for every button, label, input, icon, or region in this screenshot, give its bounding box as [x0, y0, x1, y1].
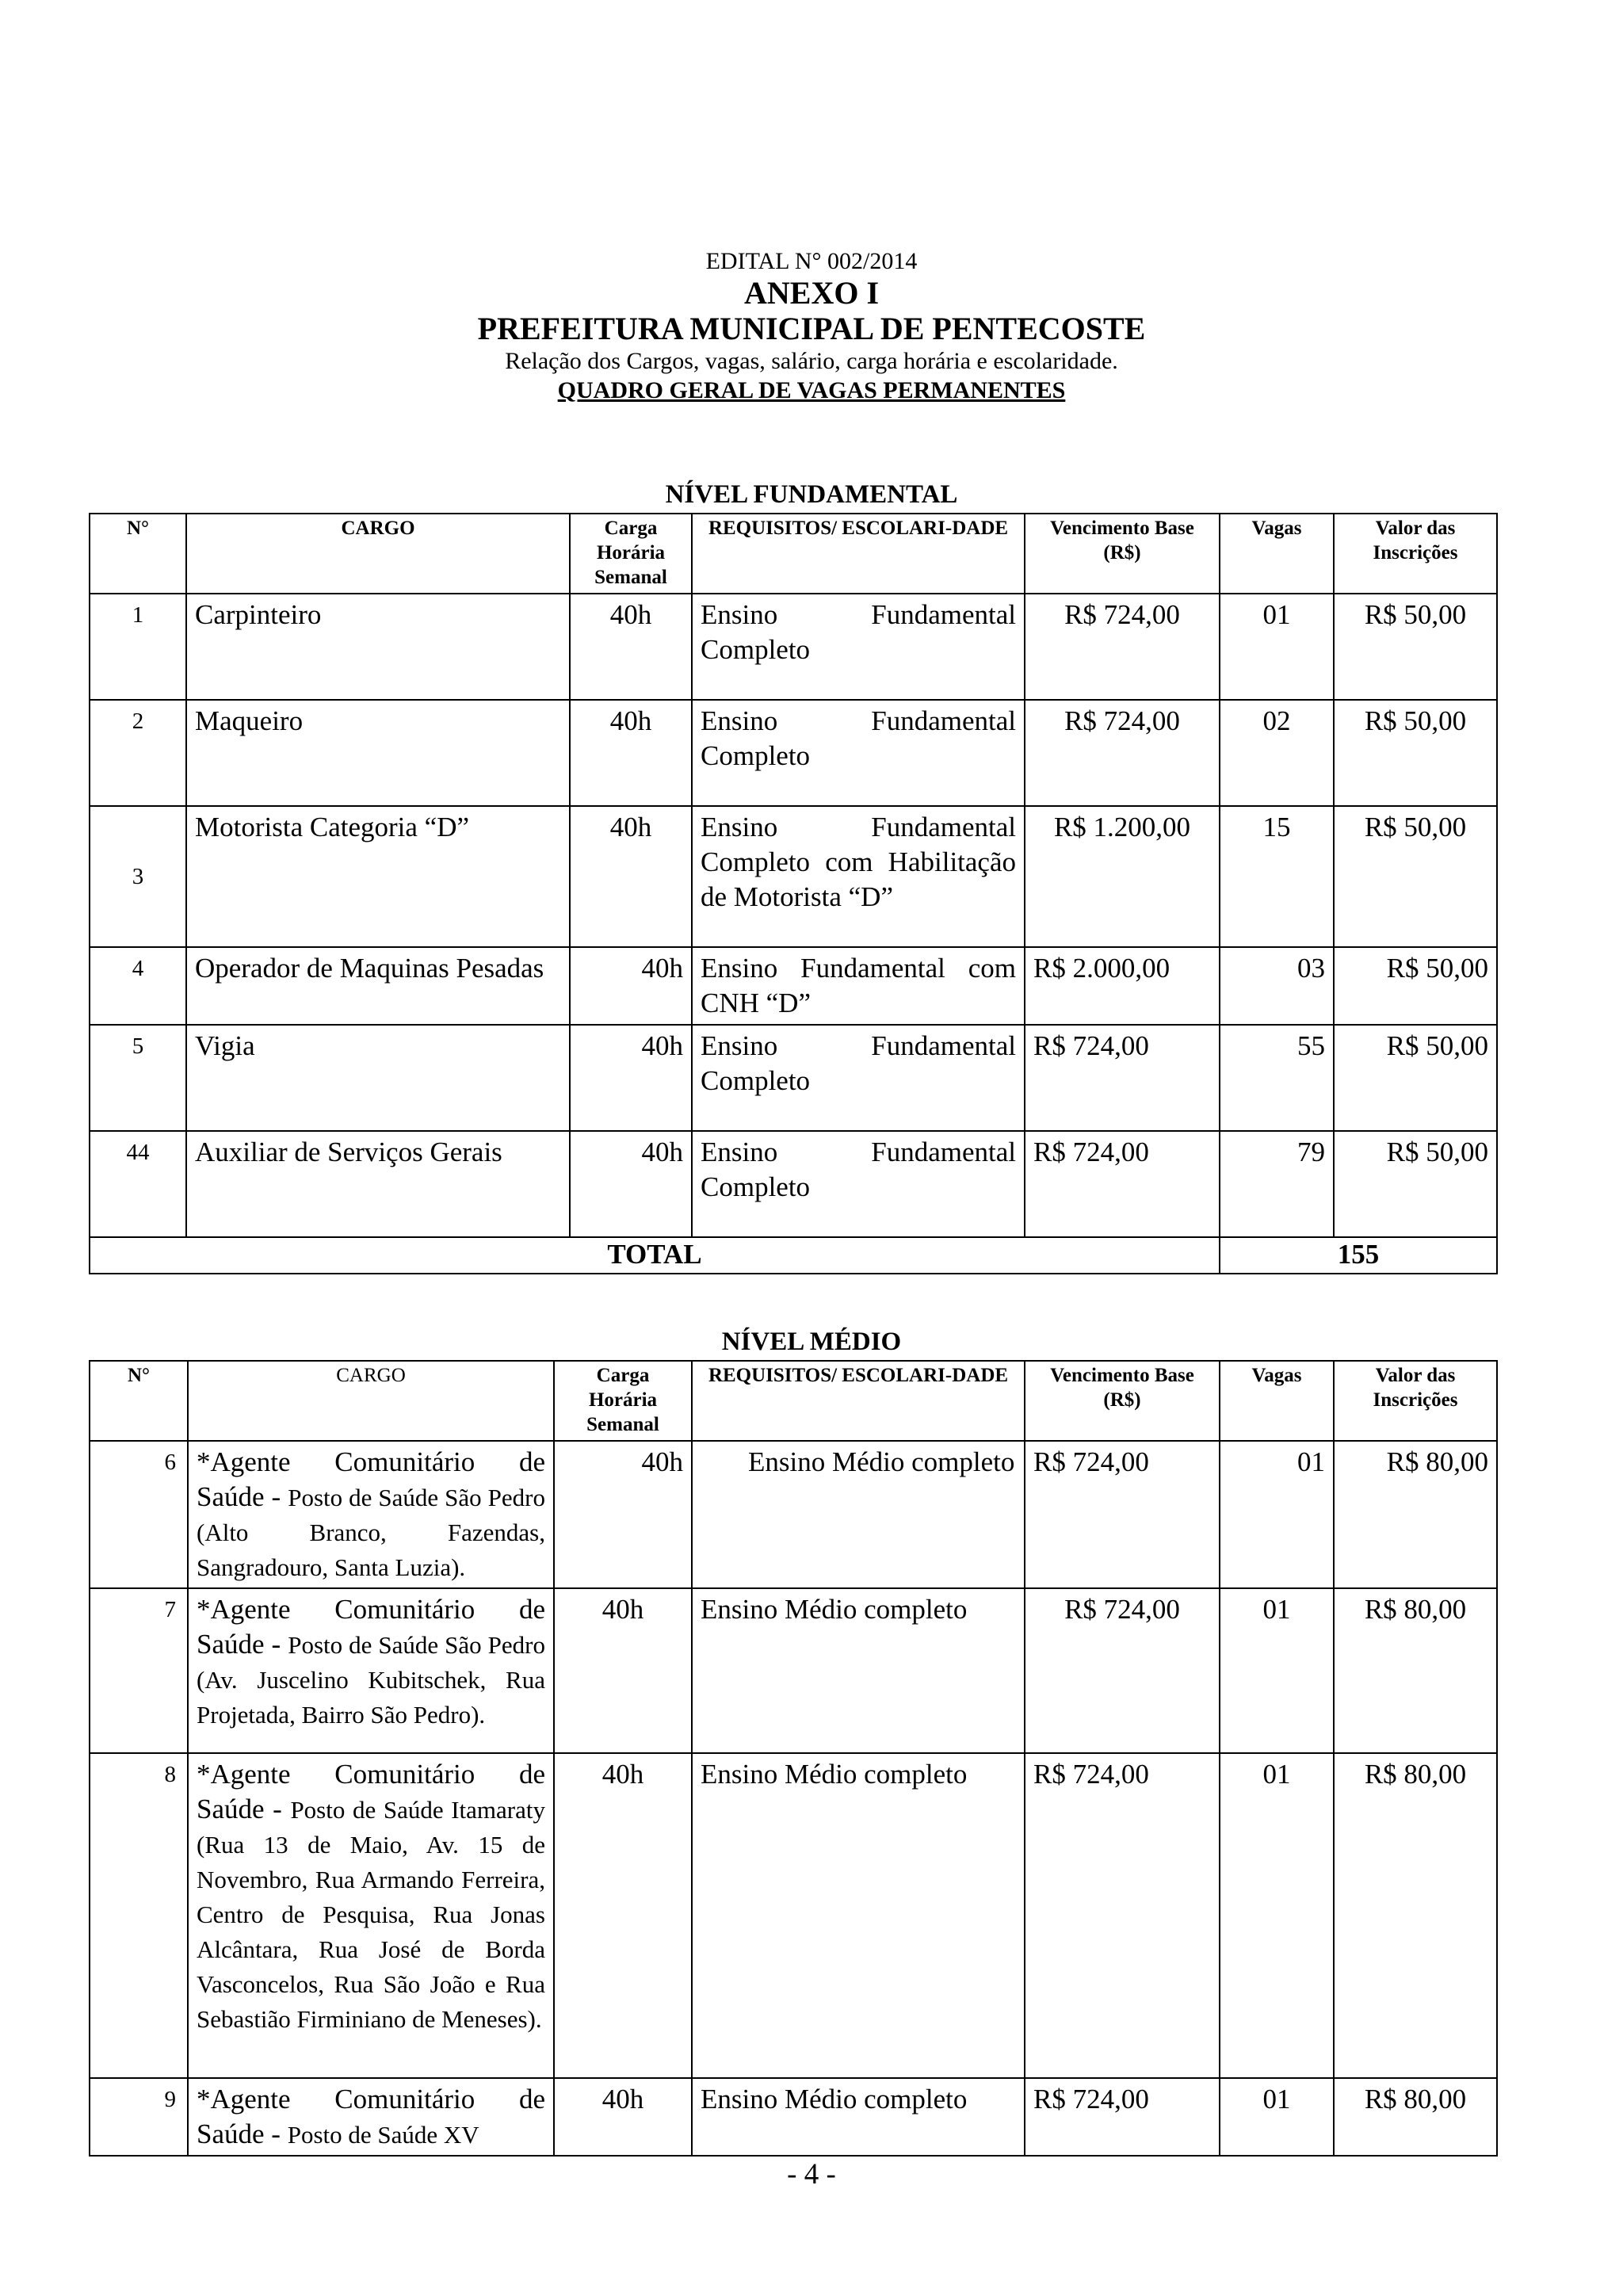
header-carga: Carga Horária Semanal: [554, 1361, 692, 1441]
medio-table: [89, 1360, 1498, 2157]
row-cargo-main: *Agente Comunitário de Saúde -: [197, 2084, 545, 2149]
row-num: 6: [90, 1441, 188, 1588]
total-value: 155: [1220, 1237, 1497, 1274]
row-cargo: Carpinteiro: [186, 594, 570, 700]
row-carga: 40h: [570, 594, 692, 700]
row-cargo-detail: Posto de Saúde XV: [287, 2121, 479, 2149]
row-vencimento: R$ 1.200,00: [1025, 806, 1220, 947]
row-vagas: 01: [1220, 1753, 1334, 2078]
row-carga: 40h: [570, 806, 692, 947]
row-requisitos: Ensino Fundamental Completo: [692, 1131, 1025, 1237]
row-cargo-detail: Posto de Saúde Itamaraty (Rua 13 de Maio, Av. 15 de Novembro, Rua Armando Ferreira, Centro de Pesquisa, Rua Jonas Alcântara, Rua José de Borda Vasconcelos, Rua São João e Rua Sebastião Firminiano de Meneses).: [197, 1796, 545, 2033]
header-cargo: CARGO: [186, 514, 570, 594]
table-row: [90, 947, 1497, 1025]
row-vagas: 15: [1220, 806, 1334, 947]
row-cargo: [188, 1753, 554, 2078]
row-cargo: Maqueiro: [186, 700, 570, 806]
row-vencimento: R$ 724,00: [1025, 2078, 1220, 2156]
row-valor: R$ 80,00: [1334, 2078, 1497, 2156]
row-vagas: 01: [1220, 594, 1334, 700]
row-vagas: 02: [1220, 700, 1334, 806]
row-cargo: [188, 2078, 554, 2156]
row-num: 9: [90, 2078, 188, 2156]
table-row: [90, 1588, 1497, 1753]
row-valor: R$ 50,00: [1334, 594, 1497, 700]
row-requisitos: Ensino Médio completo: [692, 1441, 1025, 1588]
row-valor: R$ 80,00: [1334, 1588, 1497, 1753]
row-num: 4: [90, 947, 186, 1025]
row-cargo-detail: Posto de Saúde São Pedro (Av. Juscelino Kubitschek, Rua Projetada, Bairro São Pedro).: [197, 1631, 545, 1729]
row-cargo: [188, 1441, 554, 1588]
row-vagas: 03: [1220, 947, 1334, 1025]
total-row: [90, 1237, 1497, 1274]
row-cargo: [188, 1588, 554, 1753]
header-requisitos: REQUISITOS/ ESCOLARI-DADE: [692, 514, 1025, 594]
header-cargo: CARGO: [188, 1361, 554, 1441]
fundamental-title: NÍVEL FUNDAMENTAL: [665, 480, 958, 509]
header-carga: Carga Horária Semanal: [570, 514, 692, 594]
row-num: 5: [90, 1025, 186, 1131]
row-vagas: 01: [1220, 1588, 1334, 1753]
edital-number: EDITAL N° 002/2014: [705, 248, 918, 274]
row-vencimento: R$ 724,00: [1025, 594, 1220, 700]
row-cargo: Vigia: [186, 1025, 570, 1131]
row-carga: 40h: [570, 1131, 692, 1237]
fundamental-table: [89, 513, 1498, 1274]
row-valor: R$ 50,00: [1334, 1025, 1497, 1131]
row-vencimento: R$ 724,00: [1025, 700, 1220, 806]
table-row: [90, 2078, 1497, 2156]
total-label: TOTAL: [90, 1237, 1220, 1274]
table-header-row: [90, 1361, 1497, 1441]
table-row: [90, 1131, 1497, 1237]
row-valor: R$ 80,00: [1334, 1753, 1497, 2078]
prefecture-title: PREFEITURA MUNICIPAL DE PENTECOSTE: [477, 311, 1146, 346]
header-vagas: Vagas: [1220, 1361, 1334, 1441]
header-requisitos: REQUISITOS/ ESCOLARI-DADE: [692, 1361, 1025, 1441]
row-requisitos: Ensino Médio completo: [692, 2078, 1025, 2156]
row-num: 1: [90, 594, 186, 700]
row-requisitos: Ensino Fundamental Completo com Habilitação de Motorista “D”: [692, 806, 1025, 947]
section-heading: QUADRO GERAL DE VAGAS PERMANENTES: [557, 377, 1066, 403]
row-vencimento: R$ 724,00: [1025, 1588, 1220, 1753]
header-vagas: Vagas: [1220, 514, 1334, 594]
row-requisitos: Ensino Fundamental Completo: [692, 594, 1025, 700]
row-valor: R$ 80,00: [1334, 1441, 1497, 1588]
row-valor: R$ 50,00: [1334, 700, 1497, 806]
row-carga: 40h: [570, 1025, 692, 1131]
row-requisitos: Ensino Fundamental Completo: [692, 1025, 1025, 1131]
row-cargo: Operador de Maquinas Pesadas: [186, 947, 570, 1025]
row-carga: 40h: [554, 1588, 692, 1753]
row-num: 2: [90, 700, 186, 806]
row-vagas: 01: [1220, 1441, 1334, 1588]
header-valor: Valor das Inscrições: [1334, 1361, 1497, 1441]
row-carga: 40h: [554, 1441, 692, 1588]
row-valor: R$ 50,00: [1334, 1131, 1497, 1237]
row-cargo-main: *Agente Comunitário de Saúde -: [197, 1446, 545, 1512]
table-header-row: [90, 514, 1497, 594]
row-requisitos: Ensino Médio completo: [692, 1588, 1025, 1753]
header-vencimento: Vencimento Base (R$): [1025, 1361, 1220, 1441]
annex-title: ANEXO I: [743, 275, 880, 311]
row-vencimento: R$ 724,00: [1025, 1753, 1220, 2078]
row-num: 3: [90, 806, 186, 947]
table-row: [90, 700, 1497, 806]
row-vagas: 55: [1220, 1025, 1334, 1131]
row-vencimento: R$ 724,00: [1025, 1131, 1220, 1237]
header-num: N°: [90, 514, 186, 594]
table-row: [90, 806, 1497, 947]
row-cargo-detail: Posto de Saúde São Pedro (Alto Branco, Fazendas, Sangradouro, Santa Luzia).: [197, 1484, 545, 1581]
row-valor: R$ 50,00: [1334, 806, 1497, 947]
table-row: [90, 1025, 1497, 1131]
row-valor: R$ 50,00: [1334, 947, 1497, 1025]
table-row: [90, 1753, 1497, 2078]
row-num: 7: [90, 1588, 188, 1753]
header-num: N°: [90, 1361, 188, 1441]
table-row: [90, 1441, 1497, 1588]
row-cargo-main: *Agente Comunitário de Saúde -: [197, 1759, 545, 1824]
table-row: [90, 594, 1497, 700]
row-requisitos: Ensino Fundamental com CNH “D”: [692, 947, 1025, 1025]
row-carga: 40h: [570, 947, 692, 1025]
row-cargo-main: *Agente Comunitário de Saúde -: [197, 1594, 545, 1660]
row-vencimento: R$ 724,00: [1025, 1025, 1220, 1131]
row-vencimento: R$ 724,00: [1025, 1441, 1220, 1588]
description-line: Relação dos Cargos, vagas, salário, carga horária e escolaridade.: [505, 348, 1118, 374]
row-carga: 40h: [554, 2078, 692, 2156]
row-vagas: 01: [1220, 2078, 1334, 2156]
page-number: - 4 -: [787, 2158, 836, 2191]
row-requisitos: Ensino Médio completo: [692, 1753, 1025, 2078]
row-vagas: 79: [1220, 1131, 1334, 1237]
row-carga: 40h: [570, 700, 692, 806]
row-num: 44: [90, 1131, 186, 1237]
document-header: [0, 247, 1623, 406]
row-requisitos: Ensino Fundamental Completo: [692, 700, 1025, 806]
row-cargo: Motorista Categoria “D”: [186, 806, 570, 947]
row-cargo: Auxiliar de Serviços Gerais: [186, 1131, 570, 1237]
header-vencimento: Vencimento Base (R$): [1025, 514, 1220, 594]
medio-title: NÍVEL MÉDIO: [721, 1328, 902, 1356]
row-num: 8: [90, 1753, 188, 2078]
row-vencimento: R$ 2.000,00: [1025, 947, 1220, 1025]
row-carga: 40h: [554, 1753, 692, 2078]
header-valor: Valor das Inscrições: [1334, 514, 1497, 594]
